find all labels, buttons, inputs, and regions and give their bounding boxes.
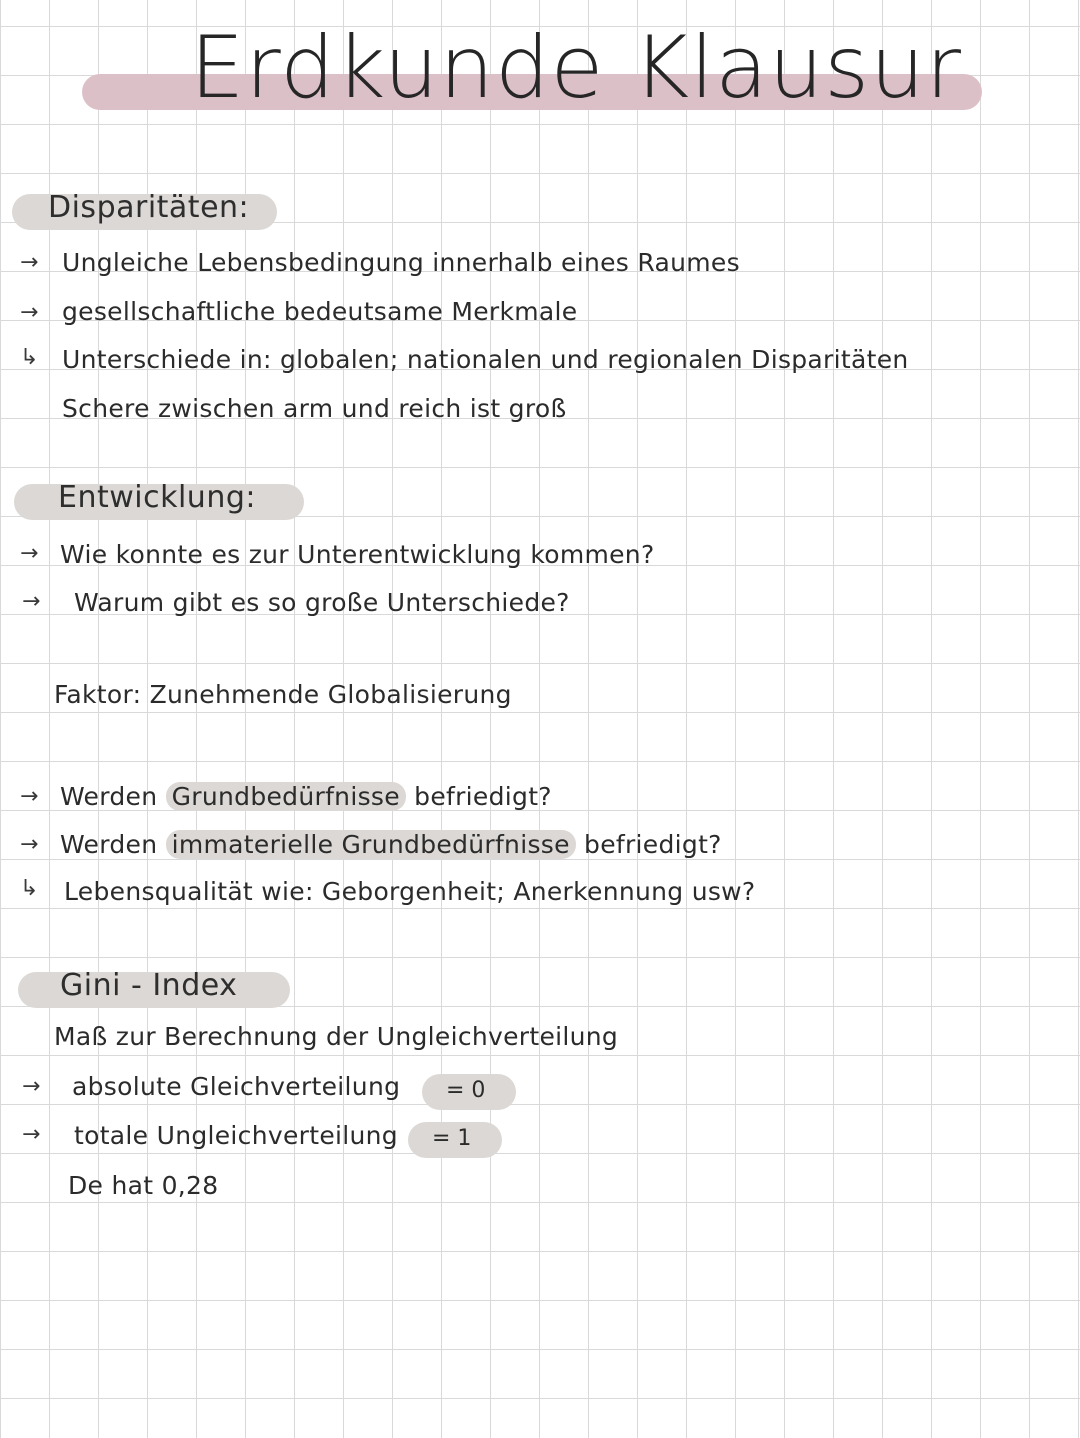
entwicklung-faktor: Faktor: Zunehmende Globalisierung [54, 680, 512, 709]
entwicklung-line-2: Warum gibt es so große Unterschiede? [74, 588, 570, 617]
heading-entwicklung: Entwicklung: [58, 480, 256, 515]
arrow-icon: → [22, 1122, 41, 1147]
disparitaeten-line-1: Ungleiche Lebensbedingung innerhalb eines Raumes [62, 248, 740, 277]
disparitaeten-line-3: Unterschiede in: globalen; nationalen und regionalen Disparitäten [62, 345, 909, 374]
arrow-icon: → [22, 1074, 41, 1099]
highlighted-term: immaterielle Grundbedürfnisse [166, 830, 576, 859]
gini-line-1: absolute Gleichverteilung [72, 1072, 401, 1101]
heading-disparitaeten: Disparitäten: [48, 190, 250, 225]
arrow-icon: → [20, 250, 39, 275]
entwicklung-line-1: Wie konnte es zur Unterentwicklung kommen? [60, 540, 655, 569]
gini-intro: Maß zur Berechnung der Ungleichverteilung [54, 1022, 619, 1051]
question-text: befriedigt? [575, 830, 722, 859]
question-text: befriedigt? [405, 782, 552, 811]
disparitaeten-line-4: Schere zwischen arm und reich ist groß [62, 394, 567, 423]
arrow-icon: → [20, 541, 39, 566]
entwicklung-question-3: Lebensqualität wie: Geborgenheit; Anerkennung usw? [64, 877, 756, 906]
page-title: Erdkunde Klausur [190, 18, 962, 118]
entwicklung-question-2 [60, 830, 722, 859]
arrow-icon: → [20, 300, 39, 325]
gini-line-2: totale Ungleichverteilung [74, 1121, 398, 1150]
arrow-icon: → [20, 832, 39, 857]
arrow-icon: → [22, 589, 41, 614]
heading-gini: Gini - Index [60, 968, 238, 1003]
disparitaeten-line-2: gesellschaftliche bedeutsame Merkmale [62, 297, 578, 326]
return-arrow-icon: ↳ [20, 876, 39, 901]
question-text: Werden [60, 830, 166, 859]
highlighted-term: Grundbedürfnisse [166, 782, 406, 811]
arrow-icon: → [20, 784, 39, 809]
question-text: Werden [60, 782, 166, 811]
entwicklung-question-1 [60, 782, 552, 811]
gini-value-0: = 0 [446, 1078, 486, 1103]
return-arrow-icon: ↳ [20, 345, 39, 370]
gini-value-1: = 1 [432, 1126, 472, 1151]
gini-de: De hat 0,28 [68, 1171, 219, 1200]
